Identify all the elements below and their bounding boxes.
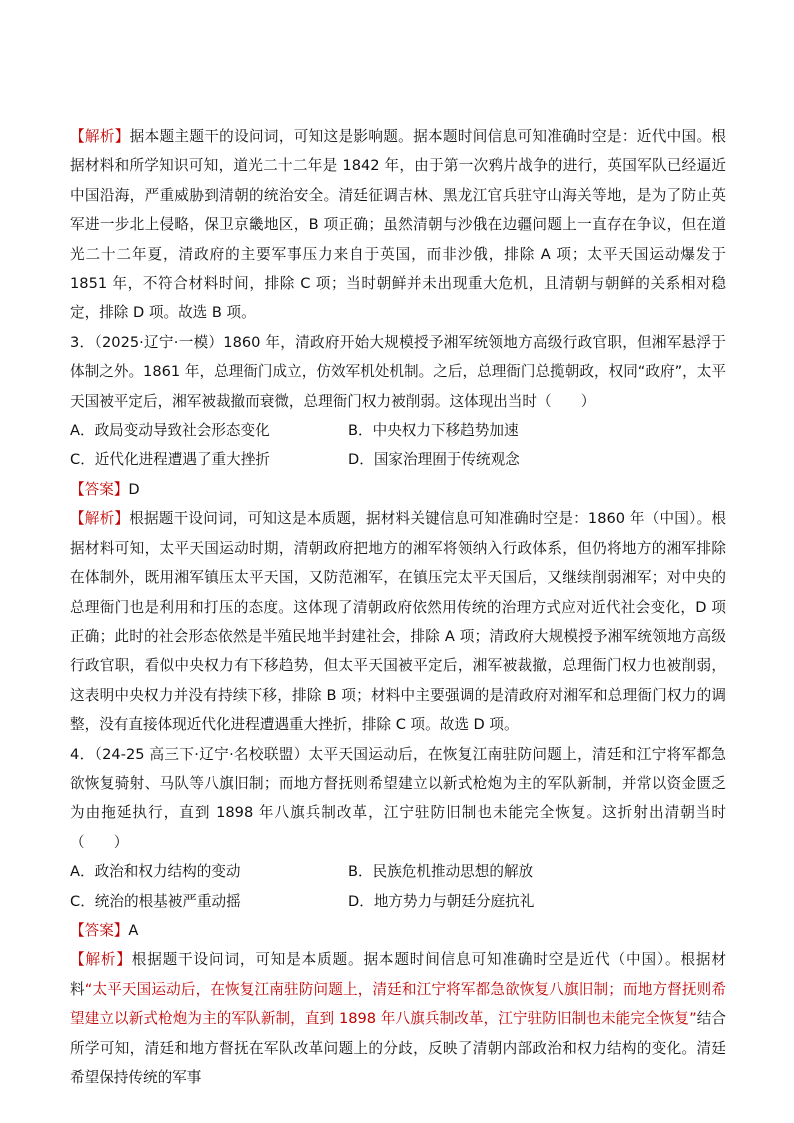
q3-options	[70, 416, 726, 475]
q3-option-d: D．国家治理囿于传统观念	[348, 451, 520, 469]
analysis-text-post: 结合所学可知，清廷和地方督抚在军队改革问题上的分歧，反映了清朝内部政治和权力结构的变化。清廷希望保持传统的军事	[70, 1010, 726, 1086]
q3-option-c: C．近代化进程遭遇了重大挫折	[70, 451, 270, 469]
q4-options	[70, 857, 726, 916]
q3-answer	[70, 475, 726, 504]
q4-option-c: C．统治的根基被严重动摇	[70, 892, 241, 910]
q4-answer	[70, 916, 726, 945]
analysis-tag: 【解析】	[70, 128, 130, 145]
analysis-tag: 【解析】	[70, 510, 130, 528]
answer-value: A	[128, 921, 139, 939]
q4-analysis	[70, 945, 726, 1092]
q3-analysis	[70, 504, 726, 739]
q3-option-b: B．中央权力下移趋势加速	[348, 422, 519, 440]
q4-option-d: D．地方势力与朝廷分庭抗礼	[348, 892, 535, 910]
q4-option-b: B．民族危机推动思想的解放	[348, 863, 534, 881]
q4-option-a: A．政治和权力结构的变动	[70, 863, 241, 881]
analysis-text-pre: 根据题干设问词，可知是本质题。据本题时间信息可知准确时空是近代（中国）。根据材料	[70, 951, 726, 998]
document-page	[70, 122, 726, 1092]
q3-option-a: A．政局变动导致社会形态变化	[70, 422, 270, 440]
q2-analysis	[70, 122, 726, 328]
analysis-text: 根据题干设问词，可知这是本质题，据材料关键信息可知准确时空是：1860 年（中国）。根据材料可知，太平天国运动时期，清朝政府把地方的湘军将领纳入行政体系，但仍将地方的湘军排除在体制外，既用湘军镇压太平天国，又防范湘军，在镇压完太平天国后，又继续削弱湘军；对中央的总理衙门也是利用和打压的态度。这体现了清朝政府依然用传统的治理方式应对近代社会变化，D 项正确；此时的社会形态依然是半殖民地半封建社会，排除 A 项；清政府大规模授予湘军统领地方高级行政官职，看似中央权力有下移趋势，但太平天国被平定后，湘军被裁撤，总理衙门权力也被削弱，这表明中央权力并没有持续下移，排除 B 项；材料中主要强调的是清政府对湘军和总理衙门权力的调整，没有直接体现近代化进程遭遇重大挫折，排除 C 项。故选 D 项。	[70, 510, 726, 734]
answer-value: D	[128, 480, 140, 498]
analysis-quote: “太平天国运动后，在恢复江南驻防问题上，清廷和江宁将军都急欲恢复八旗旧制；而地方督抚则希望建立以新式枪炮为主的军队新制，直到 1898 年八旗兵制改革，江宁驻防旧制也未能完全恢复”	[70, 980, 726, 1028]
q3-stem: 3．（2025·辽宁·一模）1860 年，清政府开始大规模授予湘军统领地方高级行政官职，但湘军悬浮于体制之外。1861 年，总理衙门成立，仿效军机处机制。之后，总理衙门总揽朝政，权同“政府”，太平天国被平定后，湘军被裁撤而衰微，总理衙门权力被削弱。这体现出当时（ ）	[70, 333, 726, 410]
answer-tag: 【答案】	[70, 480, 129, 498]
analysis-tag: 【解析】	[70, 951, 132, 969]
answer-tag: 【答案】	[70, 921, 129, 939]
q4-stem: 4．（24-25 高三下·辽宁·名校联盟）太平天国运动后，在恢复江南驻防问题上，清廷和江宁将军都急欲恢复骑射、马队等八旗旧制；而地方督抚则希望建立以新式枪炮为主的军队新制，并常以资金匮乏为由拖延执行，直到 1898 年八旗兵制改革，江宁驻防旧制也未能完全恢复。这折射出清朝当时（ ）	[70, 745, 726, 851]
analysis-text: 据本题主题干的设问词，可知这是影响题。据本题时间信息可知准确时空是：近代中国。根据材料和所学知识可知，道光二十二年是 1842 年，由于第一次鸦片战争的进行，英国军队已经逼近中国沿海，严重威胁到清朝的统治安全。清廷征调吉林、黑龙江官兵驻守山海关等地，是为了防止英军进一步北上侵略，保卫京畿地区，B 项正确；虽然清朝与沙俄在边疆问题上一直存在争议，但在道光二十二年夏，清政府的主要军事压力来自于英国，而非沙俄，排除 A 项；太平天国运动爆发于 1851 年，不符合材料时间，排除 C 项；当时朝鲜并未出现重大危机，且清朝与朝鲜的关系相对稳定，排除 D 项。故选 B 项。	[70, 128, 726, 322]
